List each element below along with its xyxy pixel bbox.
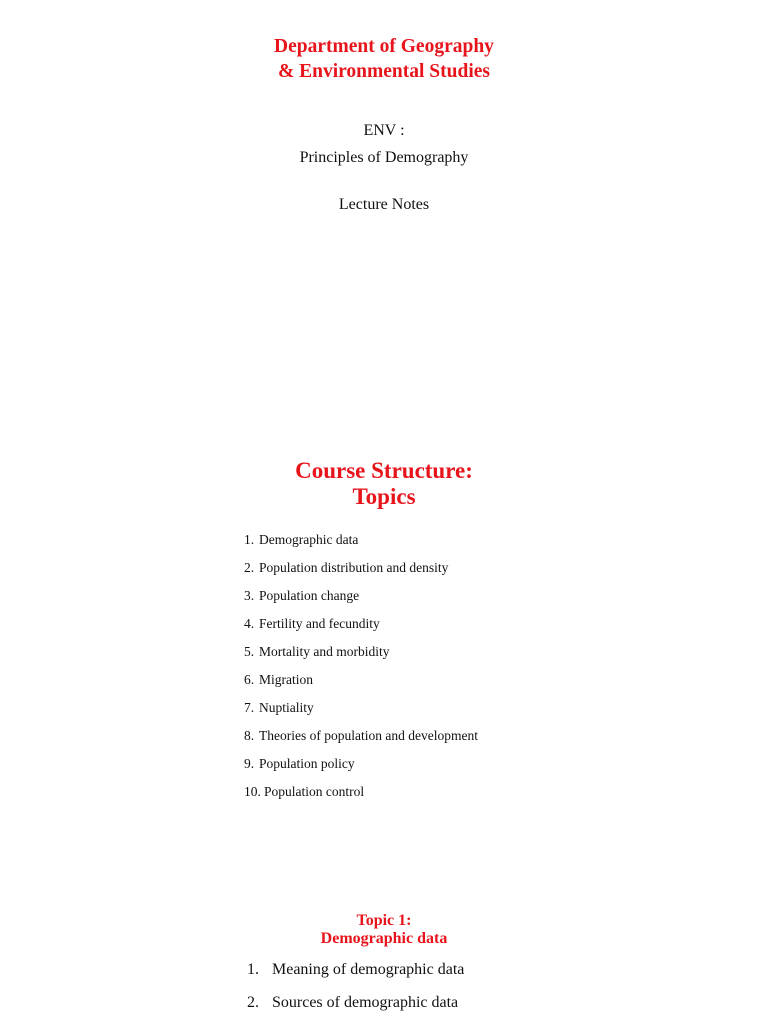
- course-structure-title: [0, 458, 768, 510]
- list-item: [244, 673, 524, 687]
- course-structure-title-line1: Course Structure:: [295, 458, 473, 483]
- course-heading: [0, 117, 768, 171]
- document-type: Lecture Notes: [338, 196, 430, 213]
- list-item-label: Sources of demographic data: [272, 994, 459, 1011]
- course-name: Principles of Demography: [299, 149, 469, 166]
- course-code: ENV :: [363, 122, 405, 139]
- list-item-number: 9.: [244, 756, 255, 771]
- list-item: [244, 533, 524, 547]
- list-item: [247, 993, 567, 1013]
- list-item-label: Population distribution and density: [259, 560, 449, 575]
- topic1-title: [0, 912, 768, 948]
- list-item-number: 1.: [244, 532, 255, 547]
- list-item-label: Demographic data: [259, 532, 359, 547]
- list-item: [244, 701, 524, 715]
- department-title-line2: & Environmental Studies: [277, 61, 490, 82]
- topic1-title-line1: Topic 1:: [356, 912, 412, 929]
- list-item: [244, 757, 524, 771]
- list-item: [244, 561, 524, 575]
- list-item-number: 6.: [244, 672, 255, 687]
- list-item-label: Mortality and morbidity: [259, 644, 390, 659]
- list-item-number: 3.: [244, 588, 255, 603]
- list-item-number: 7.: [244, 700, 255, 715]
- department-title: [0, 34, 768, 84]
- list-item-label: Population control: [264, 784, 365, 799]
- list-item-number: 5.: [244, 644, 255, 659]
- list-item-label: Migration: [259, 672, 313, 687]
- list-item-label: Meaning of demographic data: [272, 961, 465, 978]
- list-item-number: 10.: [244, 784, 261, 799]
- list-item-label: Fertility and fecundity: [259, 616, 380, 631]
- list-item-number: 8.: [244, 728, 255, 743]
- list-item-number: 1.: [247, 961, 259, 978]
- topic1-title-line2: Demographic data: [320, 930, 448, 947]
- list-item-label: Population change: [259, 588, 360, 603]
- list-item: [244, 589, 524, 603]
- list-item-label: Nuptiality: [259, 700, 314, 715]
- course-structure-title-line2: Topics: [352, 484, 416, 509]
- list-item: [244, 645, 524, 659]
- topics-list: [244, 533, 524, 813]
- list-item-number: 4.: [244, 616, 255, 631]
- list-item-label: Theories of population and development: [259, 728, 478, 743]
- list-item-number: 2.: [247, 994, 259, 1011]
- list-item: [244, 617, 524, 631]
- list-item: [244, 729, 524, 743]
- list-item: [247, 960, 567, 980]
- topic1-subtopics-list: [247, 960, 567, 1026]
- list-item-number: 2.: [244, 560, 255, 575]
- list-item: [244, 785, 524, 799]
- list-item-label: Population policy: [259, 756, 355, 771]
- department-title-line1: Department of Geography: [274, 36, 494, 57]
